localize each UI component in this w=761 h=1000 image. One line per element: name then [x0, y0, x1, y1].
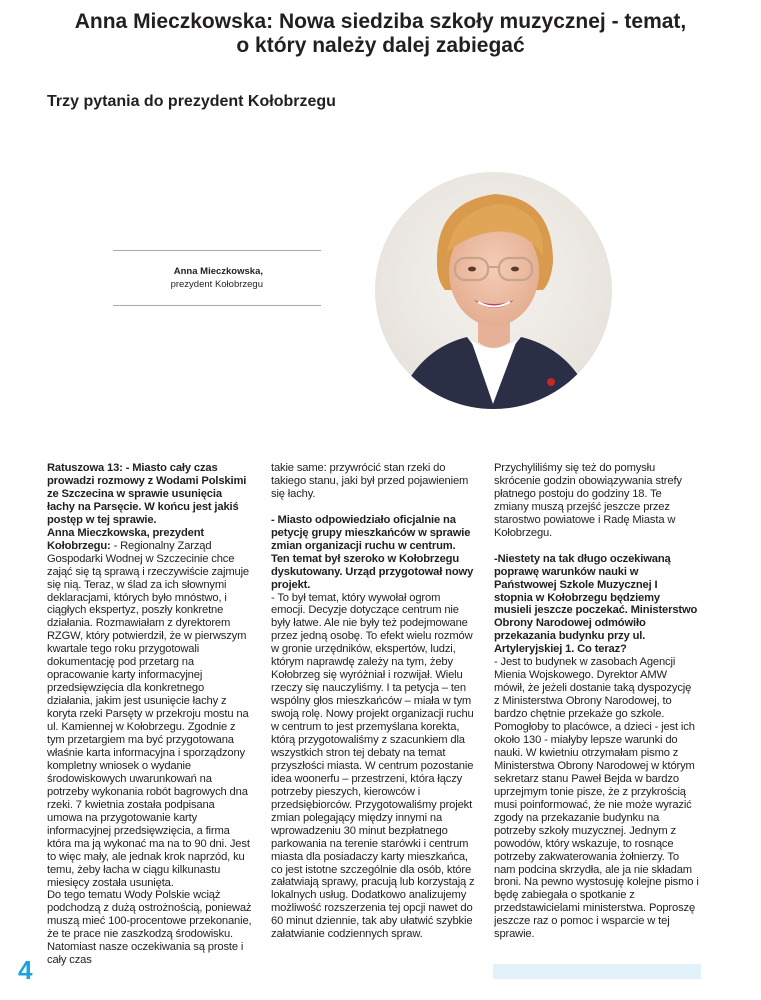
- article-column-2: [271, 462, 476, 982]
- article-column-3: [494, 462, 699, 982]
- article-column-1: [47, 462, 252, 982]
- question-2: - Miasto odpowiedziało oficjalnie na petycję grupy mieszkańców w sprawie zmian organizacji ruchu w centrum. Ten temat był szeroko w Kołobrzegu dyskutowany. Urząd przygotował nowy projekt.: [271, 513, 474, 591]
- caption-role: prezydent Kołobrzegu: [170, 279, 263, 290]
- answer-2-ending: Przychyliliśmy się też do pomysłu skrócenie godzin obowiązywania strefy płatnego postoju do godziny 18. Te zmiany muszą przejść jeszcze przez starostwo powiatowe i Radę Miasta w Kołobrzegu.: [494, 462, 682, 539]
- article-subheading: Trzy pytania do prezydent Kołobrzegu: [47, 93, 336, 110]
- answer-1: [47, 527, 252, 890]
- portrait-photo: [375, 172, 612, 409]
- caption-top-rule: [113, 250, 321, 251]
- answer-1-ending: takie same: przywrócić stan rzeki do takiego stanu, jaki był przed pojawieniem się łachy.: [271, 462, 469, 500]
- caption-bottom-rule: [113, 305, 321, 306]
- question-1: Ratuszowa 13: - Miasto cały czas prowadzi rozmowy z Wodami Polskimi ze Szczecina w sprawie usunięcia łachy na Parsęcie. W końcu jest jakiś postęp w tej sprawie.: [47, 462, 247, 526]
- answer-1-continued: Do tego tematu Wody Polskie wciąż podchodzą z dużą ostrożnością, ponieważ muszą mieć 100-procentowe przekonanie, że te prace nie zaszkodzą środowisku. Natomiast nasze oczekiwania są proste i cały czas: [47, 889, 252, 967]
- headline-line-2: o który należy dalej zabiegać: [236, 34, 525, 57]
- question-3: -Niestety na tak długo oczekiwaną poprawę warunków nauki w Państwowej Szkole Muzycznej I stopnia w Kołobrzegu będziemy musieli jeszcze poczekać. Ministerstwo Obrony Narodowej odmówiło przekazania budynku przy ul. Artyleryjskiej 1. Co teraz?: [494, 552, 698, 656]
- footer-accent-bar: [493, 964, 701, 979]
- answer-1-speaker: Anna Mieczkowska, prezydent Kołobrzegu:: [47, 526, 204, 552]
- caption-name: Anna Mieczkowska,: [173, 266, 263, 277]
- article-headline: [20, 10, 741, 58]
- answer-2: - To był temat, który wywołał ogrom emocji. Decyzje dotyczące centrum nie były łatwe. Ale nie były też podejmowane przez jedną osobę. To efekt wielu rozmów w gronie urzędników, ekspertów, ludzi, którym naprawdę zależy na tym, żeby Kołobrzeg się wyróżniał i rozwijał. Wielu rzeczy się nauczyliśmy. I ta petycja – ten wspólny głos mieszkańców – miała w tym swoją rolę. Nowy projekt organizacji ruchu w centrum to jest przemyślana korekta, którą przygotowaliśmy z szacunkiem dla wszystkich stron tej debaty na temat przyszłości miasta. W centrum pozostanie idea woonerfu – przestrzeni, która łączy potrzeby pieszych, kierowców i przedsiębiorców. Przygotowaliśmy projekt zmian polegający między innymi na wprowadzeniu 30 minut bezpłatnego parkowania na terenie starówki i centrum miasta dla posiadaczy karty mieszkańca, co jest istotne szczególnie dla osób, które załatwiają sprawy, pracują lub korzystają z lokalnych usług. Dodatkowo analizujemy możliwość rozszerzenia tej opcji nawet do 60 minut dziennie, tak aby ułatwić szybkie załatwianie codziennych spraw.: [271, 591, 475, 941]
- headline-line-1: Anna Mieczkowska: Nowa siedziba szkoły muzycznej - temat,: [74, 10, 687, 33]
- page-number: 4: [18, 955, 33, 985]
- answer-3: - Jest to budynek w zasobach Agencji Mienia Wojskowego. Dyrektor AMW mówił, że jeżeli dostanie taką dyspozycję z Ministerstwa Obrony Narodowej, to bardzo chętnie przekaże go szkole. Pomogłoby to placówce, a dzieci - jest ich około 130 - miałyby lepsze warunki do nauki. W kwietniu otrzymałam pismo z Ministerstwa Obrony Narodowej w którym sekretarz stanu Paweł Bejda w bardzo uprzejmym tonie pisze, że z przykrością musi poinformować, że nie może wyrazić zgody na przekazanie budynku na potrzeby szkoły muzycznej. Jednym z powodów, który wskazuje, to rosnące potrzeby zakwaterowania żołnierzy. To nam podcina skrzydła, ale ja nie składam broni. Na pewno wystosuję kolejne pismo i będę zabiegała o spotkanie z przedstawicielami ministerstwa. Poproszę jeszcze raz o pomoc i wsparcie w tej sprawie.: [494, 656, 699, 941]
- photo-caption: [113, 265, 263, 291]
- answer-1-text: - Regionalny Zarząd Gospodarki Wodnej w Szczecinie chce zająć się tą sprawą i rzeczywiście zajmuje się nią. Teraz, w ślad za ich słownymi deklaracjami, których było mnóstwo, i ciągłych ekspertyz, poszły konkretne działania. Rozmawiałam z dyrektorem RZGW, który potwierdził, że w pierwszym kwartale tego roku przygotowali dokumentację pod przetarg na opracowanie karty informacyjnej przedsięwzięcia dla konkretnego działania, jakim jest usunięcie łachy z koryta rzeki Parsęty w przekroju mostu na ul. Kamiennej w Kołobrzegu. Zgodnie z tym przetargiem ma być przygotowana właśnie karta informacyjna i sporządzony kompletny wniosek o wydanie środowiskowych uwarunkowań na potrzeby wykonania robót bagrowych dna rzeki. 7 kwietnia została podpisana umowa na przygotowanie karty informacyjnej przedsięwzięcia, a firma która ma ją wykonać ma na to 90 dni. Jest to więc mały, ale jednak krok naprzód, ku temu, żeby łacha w ciągu kilkunastu miesięcy została usunięta.: [47, 539, 250, 889]
